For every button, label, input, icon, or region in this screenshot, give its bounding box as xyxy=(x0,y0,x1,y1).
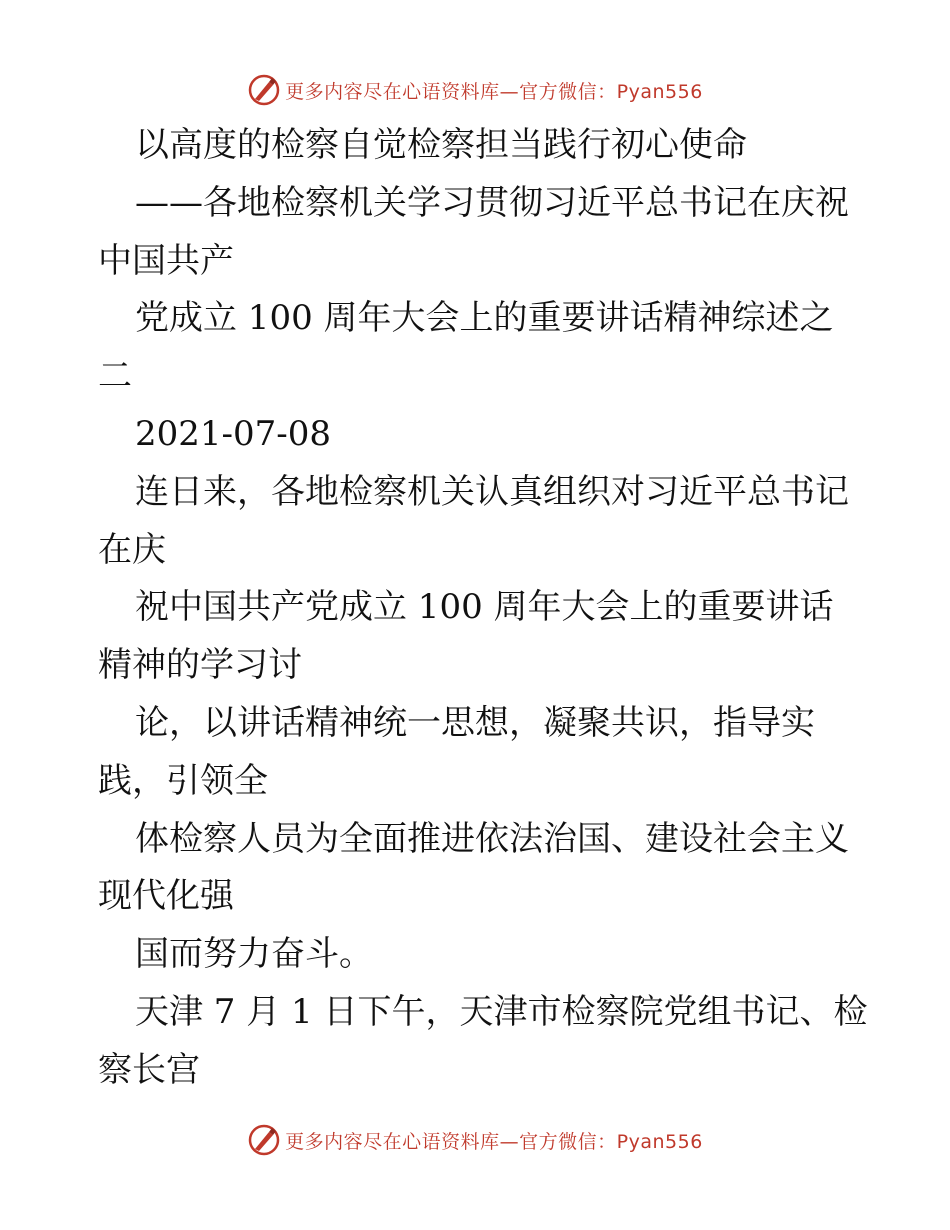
text-line: 精神的学习讨 xyxy=(98,645,302,686)
text-line: 2021-07-08 xyxy=(135,413,332,454)
text-line: 现代化强 xyxy=(98,876,234,917)
text-line: 国而努力奋斗。 xyxy=(135,934,373,975)
text-line: 天津 7 月 1 日下午，天津市检察院党组书记、检 xyxy=(135,991,868,1032)
watermark-footer xyxy=(0,1120,950,1160)
text-line: 党成立 100 周年大会上的重要讲话精神综述之 xyxy=(135,298,834,339)
text-line: 体检察人员为全面推进依法治国、建设社会主义 xyxy=(135,818,849,859)
text-line: 论，以讲话精神统一思想，凝聚共识，指导实 xyxy=(135,702,815,743)
watermark-text: 更多内容尽在心语资料库—官方微信：Pyan556 xyxy=(285,80,703,103)
watermark-text: 更多内容尽在心语资料库—官方微信：Pyan556 xyxy=(285,1130,703,1153)
text-line: 中国共产 xyxy=(98,240,234,281)
watermark-header xyxy=(0,70,950,110)
pen-logo-icon xyxy=(247,73,281,107)
text-line: 以高度的检察自觉检察担当践行初心使命 xyxy=(135,125,747,165)
text-line: 践，引领全 xyxy=(98,760,268,801)
text-line: 祝中国共产党成立 100 周年大会上的重要讲话 xyxy=(135,587,834,628)
text-line: 察长宫 xyxy=(98,1049,200,1090)
text-line: ——各地检察机关学习贯彻习近平总书记在庆祝 xyxy=(135,182,849,223)
pen-logo-icon xyxy=(247,1123,281,1157)
text-line: 二 xyxy=(98,356,132,397)
text-line: 连日来，各地检察机关认真组织对习近平总书记 xyxy=(135,471,849,512)
document-body xyxy=(98,117,868,1100)
text-line: 在庆 xyxy=(98,529,166,570)
